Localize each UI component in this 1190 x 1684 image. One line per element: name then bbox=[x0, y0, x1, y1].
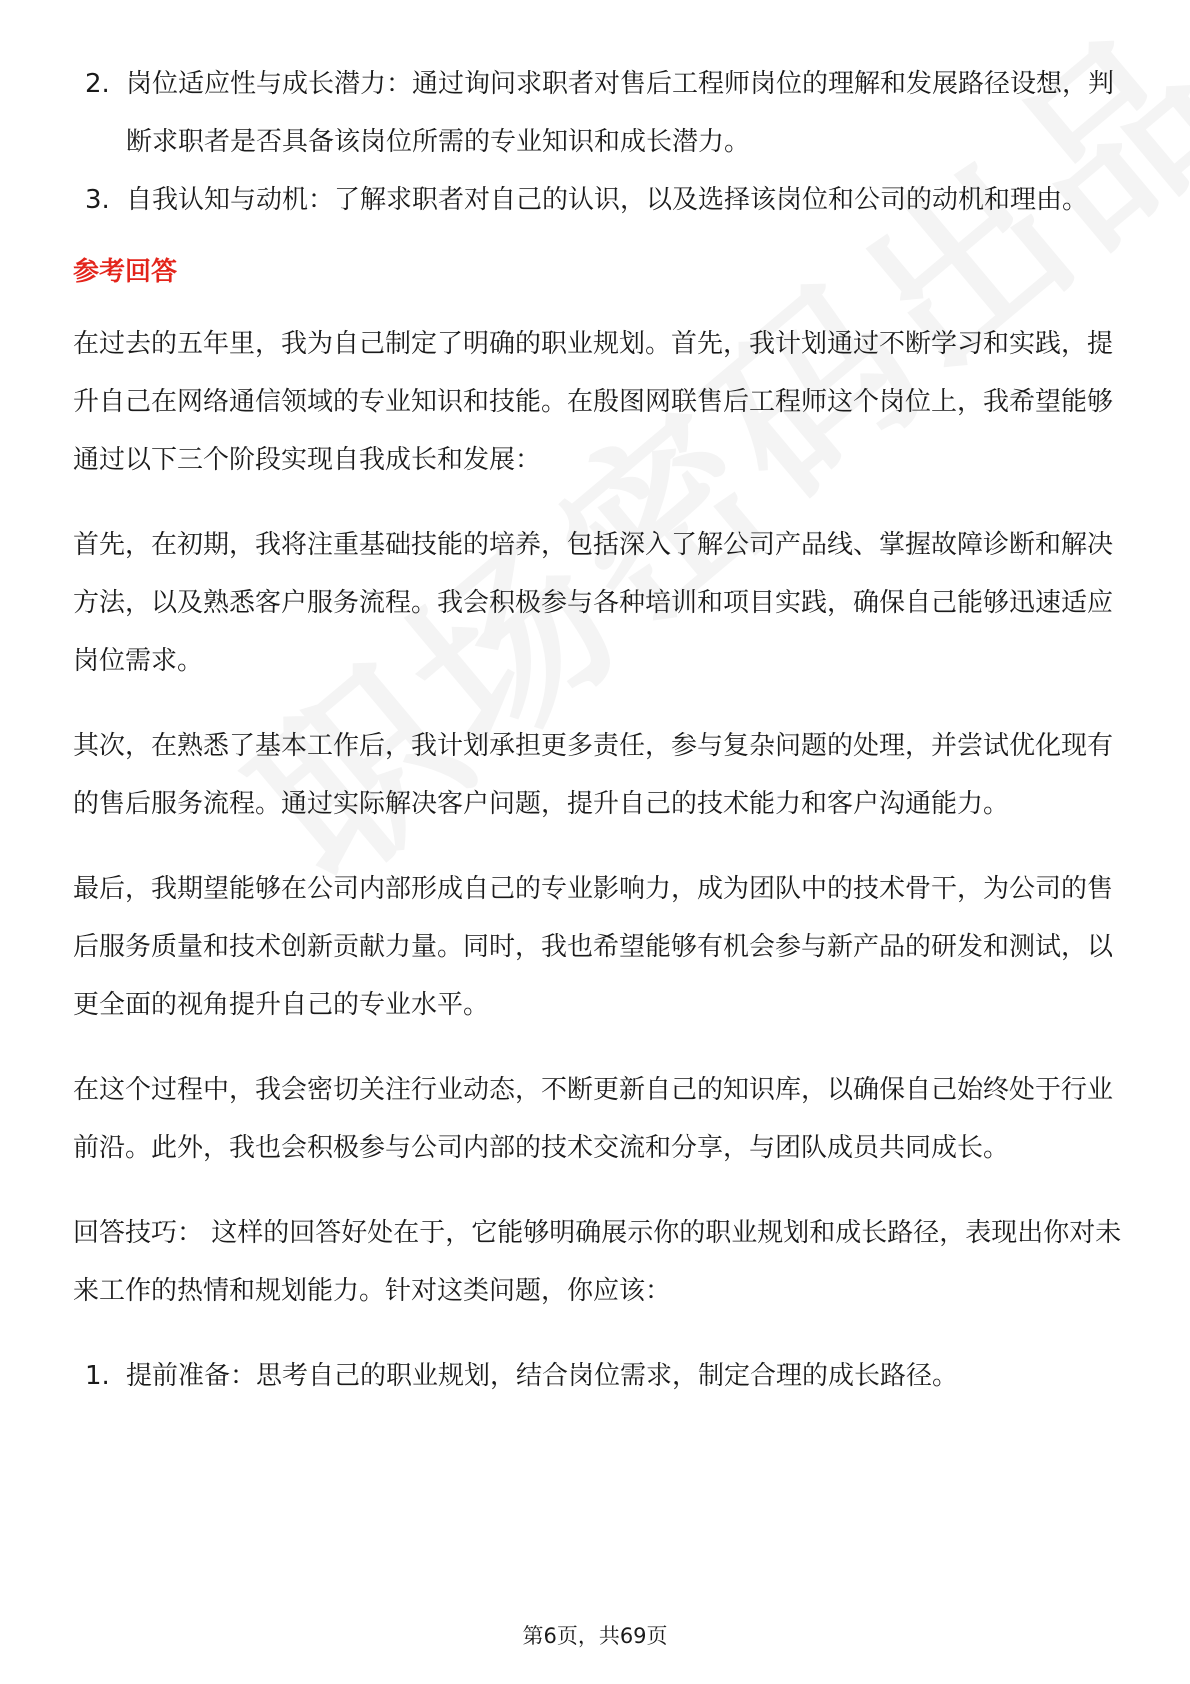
answer-paragraph: 其次，在熟悉了基本工作后，我计划承担更多责任，参与复杂问题的处理，并尝试优化现有的售后服务流程。通过实际解决客户问题，提升自己的技术能力和客户沟通能力。 bbox=[73, 731, 1114, 819]
list-item bbox=[73, 171, 1123, 229]
list-text: 提前准备：思考自己的职业规划，结合岗位需求，制定合理的成长路径。 bbox=[126, 1361, 959, 1391]
page-footer: 第6页，共69页 bbox=[522, 1624, 668, 1648]
section-heading: 参考回答 bbox=[73, 257, 178, 287]
list-number: 2. bbox=[85, 69, 110, 99]
answer-paragraph: 最后，我期望能够在公司内部形成自己的专业影响力，成为团队中的技术骨干，为公司的售后服务质量和技术创新贡献力量。同时，我也希望能够有机会参与新产品的研发和测试，以更全面的视角提升自己的专业水平。 bbox=[73, 874, 1114, 1020]
list-item bbox=[73, 55, 1123, 171]
answer-paragraph: 首先，在初期，我将注重基础技能的培养，包括深入了解公司产品线、掌握故障诊断和解决方法，以及熟悉客户服务流程。我会积极参与各种培训和项目实践，确保自己能够迅速适应岗位需求。 bbox=[73, 530, 1114, 676]
list-text: 自我认知与动机：了解求职者对自己的认识，以及选择该岗位和公司的动机和理由。 bbox=[126, 185, 1089, 215]
answer-paragraph: 在这个过程中，我会密切关注行业动态，不断更新自己的知识库，以确保自己始终处于行业前沿。此外，我也会积极参与公司内部的技术交流和分享，与团队成员共同成长。 bbox=[73, 1075, 1114, 1163]
tips-paragraph: 回答技巧： 这样的回答好处在于，它能够明确展示你的职业规划和成长路径，表现出你对未来工作的热情和规划能力。针对这类问题，你应该： bbox=[73, 1218, 1122, 1306]
answer-paragraph: 在过去的五年里，我为自己制定了明确的职业规划。首先，我计划通过不断学习和实践，提升自己在网络通信领域的专业知识和技能。在殷图网联售后工程师这个岗位上，我希望能够通过以下三个阶段实现自我成长和发展： bbox=[73, 329, 1114, 475]
page-content bbox=[73, 55, 1123, 1419]
criteria-list bbox=[73, 55, 1123, 229]
tips-list bbox=[73, 1347, 1123, 1405]
list-text: 岗位适应性与成长潜力：通过询问求职者对售后工程师岗位的理解和发展路径设想，判断求职者是否具备该岗位所需的专业知识和成长潜力。 bbox=[126, 69, 1115, 157]
list-number: 1. bbox=[85, 1361, 110, 1391]
list-number: 3. bbox=[85, 185, 110, 215]
list-item bbox=[73, 1347, 1123, 1405]
